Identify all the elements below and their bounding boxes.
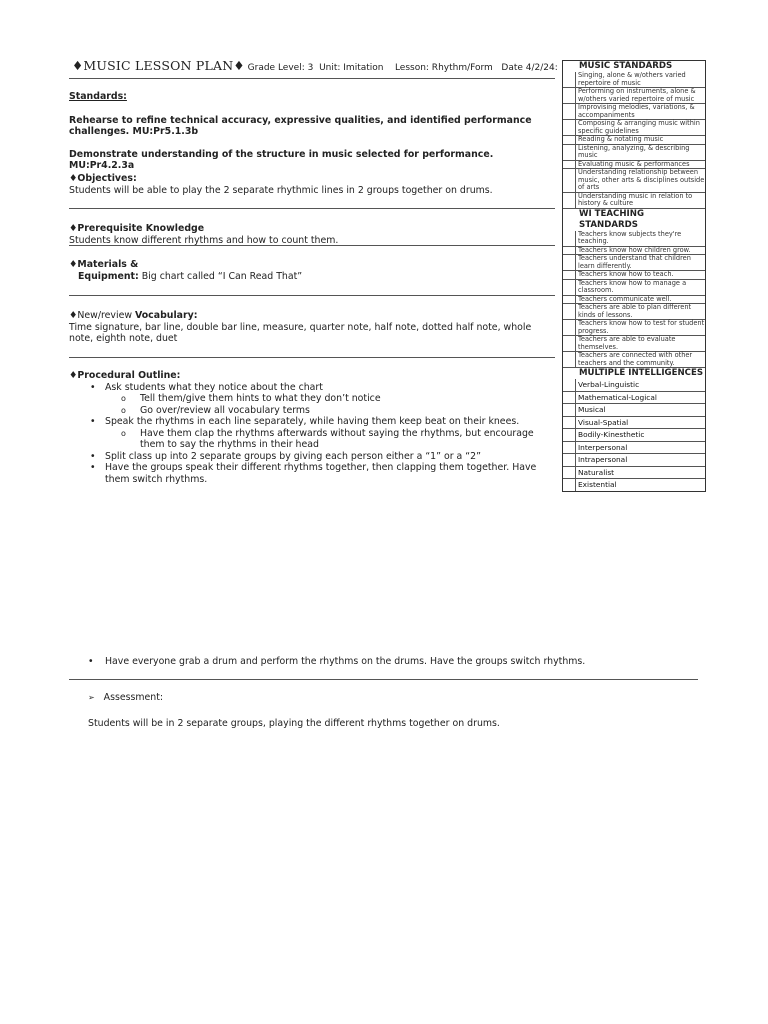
sidebar-row-label: Existential xyxy=(575,479,705,491)
sidebar-row-label: Teachers understand that children learn differently. xyxy=(575,255,705,270)
sidebar-row xyxy=(563,335,705,351)
sidebar-row-label: Reading & notating music xyxy=(575,136,705,144)
divider xyxy=(69,679,698,680)
unit: Unit: Imitation xyxy=(319,63,384,73)
sidebar-row xyxy=(563,295,705,304)
sidebar-row xyxy=(563,87,705,103)
prereq-heading: ♦Prerequisite Knowledge xyxy=(69,223,205,234)
vocab-text: Time signature, bar line, double bar line, measure, quarter note, half note, dotted half note, whole note, eighth note, duet xyxy=(69,321,532,344)
sidebar-row xyxy=(563,103,705,119)
sidebar-row xyxy=(563,303,705,319)
grade-level: Grade Level: 3 xyxy=(247,63,314,73)
lesson-name: Lesson: Rhythm/Form xyxy=(394,63,493,73)
vocab-heading: Vocabulary: xyxy=(135,310,198,321)
assessment-heading-row: ➢ Assessment: xyxy=(88,692,164,703)
sidebar-row-label: Verbal-Linguistic xyxy=(575,379,705,391)
sidebar-row-label: Intrapersonal xyxy=(575,454,705,466)
sidebar-row xyxy=(563,168,705,192)
sidebar-row xyxy=(563,441,705,454)
lesson-title: ♦MUSIC LESSON PLAN♦ xyxy=(72,58,245,73)
sidebar-row xyxy=(563,428,705,441)
sidebar-row-label: Teachers know how children grow. xyxy=(575,247,705,255)
vocab-prefix: ♦New/review xyxy=(69,310,135,321)
list-item: o Have them clap the rhythms afterwards without saying the rhythms, but encourage them to say the rhythms in their head xyxy=(69,428,555,451)
list-item: o Go over/review all vocabulary terms xyxy=(69,405,555,417)
prereq-section xyxy=(69,223,555,246)
sidebar-row xyxy=(563,279,705,295)
sidebar-row xyxy=(563,254,705,270)
list-item: Have everyone grab a drum and perform the rhythms on the drums. Have the groups switch rhythms. xyxy=(105,656,586,667)
sidebar-row-label: Understanding relationship between music, other arts & disciplines outside of arts xyxy=(575,169,705,192)
prereq-text: Students know different rhythms and how to count them. xyxy=(69,234,339,246)
assessment-heading: Assessment: xyxy=(103,692,164,703)
sidebar-row-label: Mathematical-Logical xyxy=(575,392,705,404)
list-item: o Tell them/give them hints to what they don’t notice xyxy=(69,393,555,405)
divider xyxy=(69,245,555,246)
sidebar-row xyxy=(563,119,705,135)
sidebar-row-label: Listening, analyzing, & describing music xyxy=(575,145,705,160)
sidebar-row-label: Naturalist xyxy=(575,467,705,479)
materials-section xyxy=(69,259,555,282)
sidebar-row-label: Teachers know subjects they're teaching. xyxy=(575,231,705,246)
sidebar-row xyxy=(563,351,705,367)
sidebar-row-label: Visual-Spatial xyxy=(575,417,705,429)
sidebar-row xyxy=(563,144,705,160)
objectives-text: Students will be able to play the 2 separate rhythmic lines in 2 groups together on drums. xyxy=(69,184,493,196)
music-standards-heading: MUSIC STANDARDS xyxy=(579,61,673,71)
sidebar-row-label: Teachers are able to evaluate themselves. xyxy=(575,336,705,351)
sidebar-row xyxy=(563,403,705,416)
objectives-section xyxy=(69,173,555,196)
sidebar-row-label: Understanding music in relation to history & culture xyxy=(575,193,705,208)
procedure-list xyxy=(69,382,555,486)
materials-heading: ♦Materials & xyxy=(69,259,139,270)
sidebar-row xyxy=(563,478,705,491)
sidebar-row-label: Evaluating music & performances xyxy=(575,161,705,169)
vocabulary-section xyxy=(69,310,555,345)
sidebar-row xyxy=(563,135,705,144)
multiple-intelligences-heading: MULTIPLE INTELLIGENCES xyxy=(579,368,704,378)
sidebar-row-label: Composing & arranging music within specific guidelines xyxy=(575,120,705,135)
sidebar-row-label: Teachers are connected with other teachers and the community. xyxy=(575,352,705,367)
lesson-plan-main xyxy=(69,58,558,485)
sidebar-row xyxy=(563,246,705,255)
sidebar-row xyxy=(563,466,705,479)
drum-bullet: • Have everyone grab a drum and perform the rhythms on the drums. Have the groups switch rhythms. xyxy=(88,656,586,667)
wi-standards-heading: WI TEACHING STANDARDS xyxy=(579,208,644,230)
standards-sidebar xyxy=(562,60,706,492)
sidebar-row xyxy=(563,391,705,404)
sidebar-row-label: Teachers communicate well. xyxy=(575,296,705,304)
procedure-heading: ♦Procedural Outline: xyxy=(69,370,181,381)
divider xyxy=(69,295,555,296)
sidebar-row xyxy=(563,72,705,87)
list-item: • Ask students what they notice about the chart xyxy=(69,382,555,394)
sidebar-row xyxy=(563,379,705,391)
sidebar-row-label: Musical xyxy=(575,404,705,416)
sidebar-row xyxy=(563,160,705,169)
sidebar-row xyxy=(563,453,705,466)
lesson-header xyxy=(69,58,558,79)
sidebar-row-label: Teachers know how to manage a classroom. xyxy=(575,280,705,295)
sidebar-row-label: Teachers are able to plan different kinds of lessons. xyxy=(575,304,705,319)
equipment-text: Big chart called “I Can Read That” xyxy=(138,270,303,282)
sidebar-row xyxy=(563,416,705,429)
lesson-date: Date 4/2/24: xyxy=(501,63,558,73)
sidebar-row-label: Teachers know how to test for student progress. xyxy=(575,320,705,335)
standards-heading: Standards: xyxy=(69,91,127,102)
list-item: • Speak the rhythms in each line separately, while having them keep beat on their knees. xyxy=(69,416,555,428)
assessment-text: Students will be in 2 separate groups, playing the different rhythms together on drums. xyxy=(88,718,500,729)
standards-section xyxy=(69,91,555,172)
list-item: • Split class up into 2 separate groups by giving each person either a “1” or a “2” xyxy=(69,451,555,463)
sidebar-row-label: Teachers know how to teach. xyxy=(575,271,705,279)
standard-1: Rehearse to refine technical accuracy, expressive qualities, and identified performance challenges. MU:Pr5.1.3b xyxy=(69,114,532,137)
sidebar-row xyxy=(563,270,705,279)
sidebar-row-label: Singing, alone & w/others varied repertoire of music xyxy=(575,72,705,87)
sidebar-row-label: Improvising melodies, variations, & accompaniments xyxy=(575,104,705,119)
equipment-label: Equipment: xyxy=(78,270,139,282)
procedure-section xyxy=(69,370,555,485)
sidebar-row xyxy=(563,192,705,208)
sidebar-row xyxy=(563,231,705,246)
standard-2: Demonstrate understanding of the structure in music selected for performance. MU:Pr4.2.3a xyxy=(69,148,494,171)
divider xyxy=(69,208,555,209)
sidebar-row-label: Performing on instruments, alone & w/others varied repertoire of music xyxy=(575,88,705,103)
list-item: • Have the groups speak their different rhythms together, then clapping them together. Have them switch rhythms. xyxy=(69,462,555,485)
divider xyxy=(69,357,555,358)
sidebar-row xyxy=(563,319,705,335)
sidebar-row-label: Interpersonal xyxy=(575,442,705,454)
sidebar-row-label: Bodily-Kinesthetic xyxy=(575,429,705,441)
objectives-heading: ♦Objectives: xyxy=(69,173,137,184)
